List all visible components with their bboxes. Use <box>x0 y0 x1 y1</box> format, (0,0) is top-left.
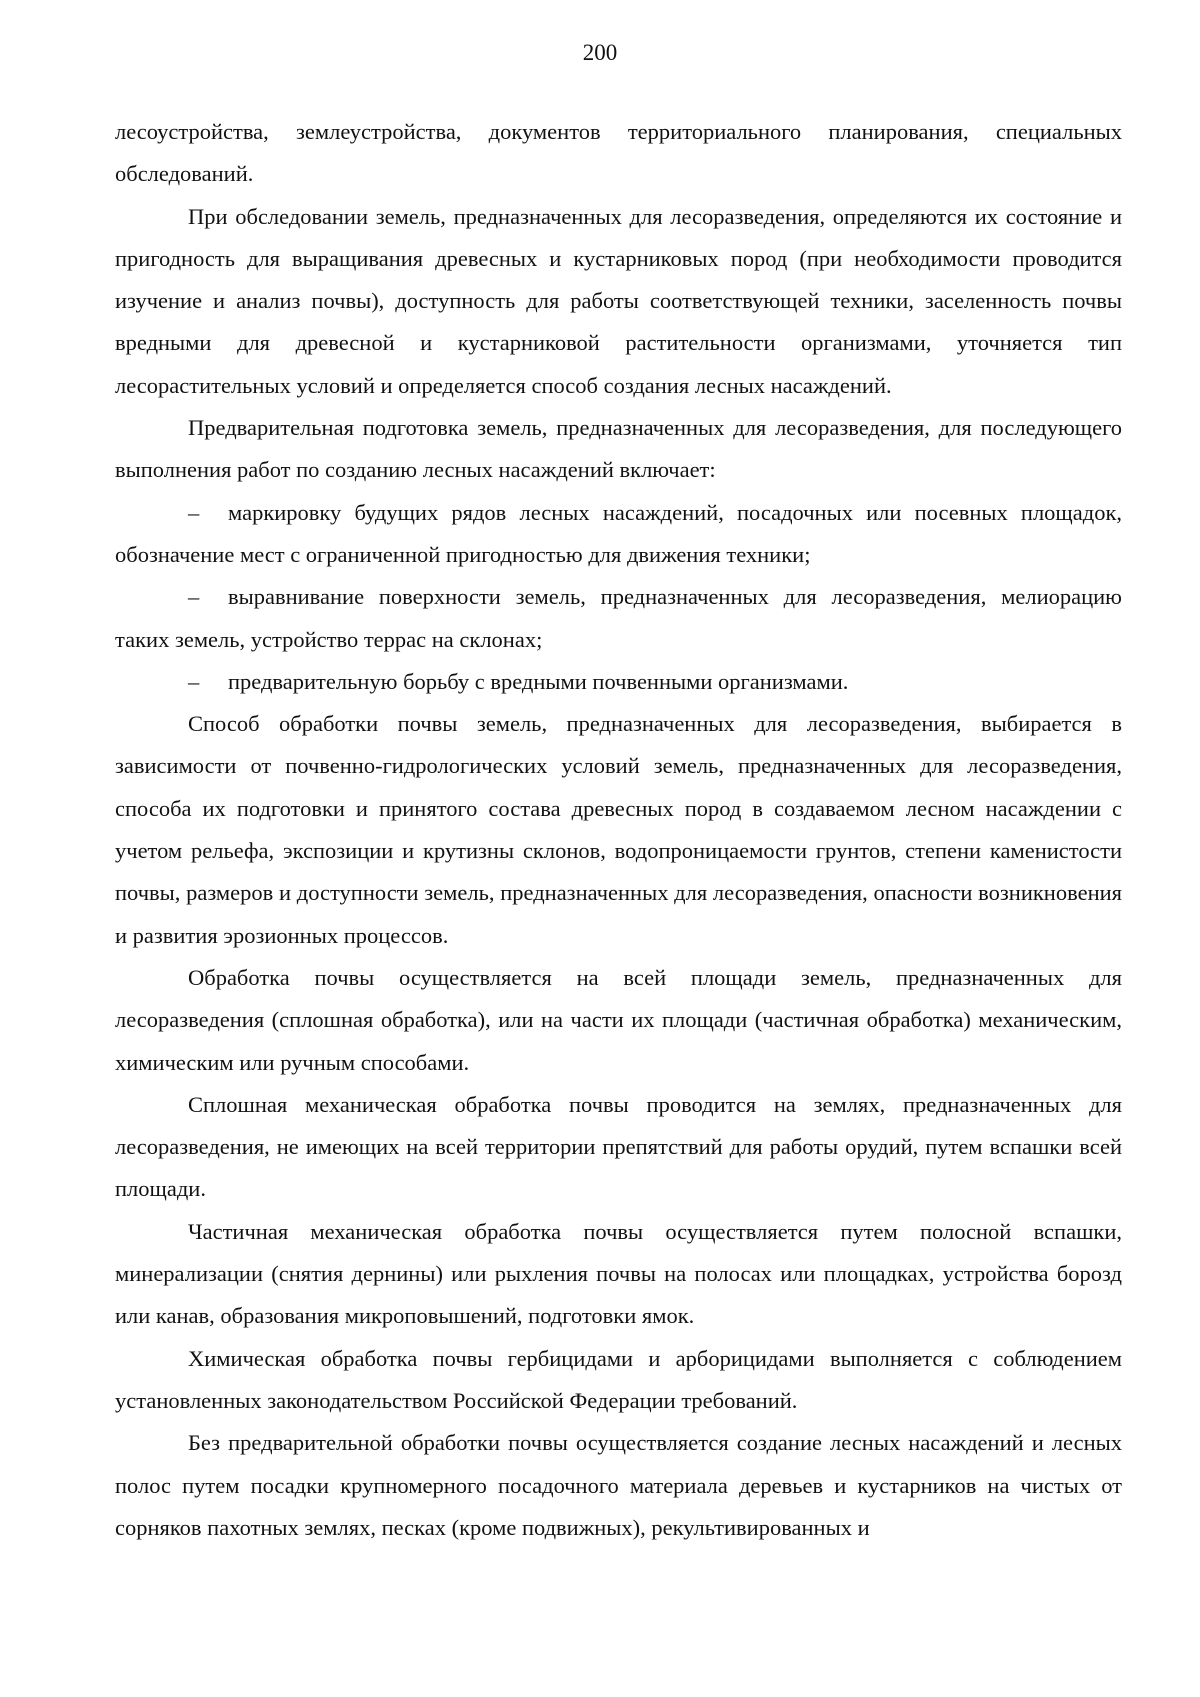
paragraph-partial-mechanical: Частичная механическая обработка почвы осуществляется путем полосной вспашки, минерализации (снятия дернины) или рыхления почвы на полосах или площадках, устройства борозд или канав, образования микроповышений, подготовки ямок. <box>115 1218 1122 1329</box>
list-item-pest-control <box>115 661 1122 703</box>
paragraph-soil-treatment-scope: Обработка почвы осуществляется на всей площади земель, предназначенных для лесоразведения (сплошная обработка), или на части их площади (частичная обработка) механическим, химическим или ручным способами. <box>115 964 1122 1075</box>
list-item-text: выравнивание поверхности земель, предназначенных для лесоразведения, мелиорацию таких земель, устройство террас на склонах; <box>115 584 1122 652</box>
paragraph-land-survey: При обследовании земель, предназначенных для лесоразведения, определяются их состояние и пригодность для выращивания древесных и кустарниковых пород (при необходимости проводится изучение и анализ почвы), доступность для работы соответствующей техники, заселенность почвы вредными для древесной и кустарниковой растительности организмами, уточняется тип лесорастительных условий и определяется способ создания лесных насаждений. <box>115 203 1122 398</box>
paragraph-preliminary-preparation: Предварительная подготовка земель, предназначенных для лесоразведения, для последующего выполнения работ по созданию лесных насаждений включает: <box>115 415 1122 483</box>
page-number: 200 <box>582 40 618 65</box>
paragraph-continuous-mechanical: Сплошная механическая обработка почвы проводится на землях, предназначенных для лесоразведения, не имеющих на всей территории препятствий для работы орудий, путем вспашки всей площади. <box>115 1091 1122 1202</box>
document-body <box>115 111 1122 1549</box>
paragraph-continuation: лесоустройства, землеустройства, документов территориального планирования, специальных обследований. <box>115 119 1122 187</box>
paragraph-chemical-treatment: Химическая обработка почвы гербицидами и арборицидами выполняется с соблюдением установленных законодательством Российской Федерации требований. <box>115 1345 1122 1413</box>
paragraph-soil-treatment-method: Способ обработки почвы земель, предназначенных для лесоразведения, выбирается в зависимости от почвенно-гидрологических условий земель, предназначенных для лесоразведения, способа их подготовки и принятого состава древесных пород в создаваемом лесном насаждении с учетом рельефа, экспозиции и крутизны склонов, водопроницаемости грунтов, степени каменистости почвы, размеров и доступности земель, предназначенных для лесоразведения, опасности возникновения и развития эрозионных процессов. <box>115 711 1122 948</box>
list-item-leveling <box>115 576 1122 661</box>
paragraph-without-treatment: Без предварительной обработки почвы осуществляется создание лесных насаждений и лесных полос путем посадки крупномерного посадочного материала деревьев и кустарников на чистых от сорняков пахотных землях, песках (кроме подвижных), рекультивированных и <box>115 1430 1122 1540</box>
list-item-text: предварительную борьбу с вредными почвенными организмами. <box>228 668 849 694</box>
list-dash: – <box>188 499 200 525</box>
list-item-text: маркировку будущих рядов лесных насаждений, посадочных или посевных площадок, обозначение мест с ограниченной пригодностью для движения техники; <box>115 499 1122 567</box>
list-dash: – <box>188 584 200 610</box>
list-dash: – <box>188 668 200 694</box>
list-item-marking <box>115 492 1122 577</box>
